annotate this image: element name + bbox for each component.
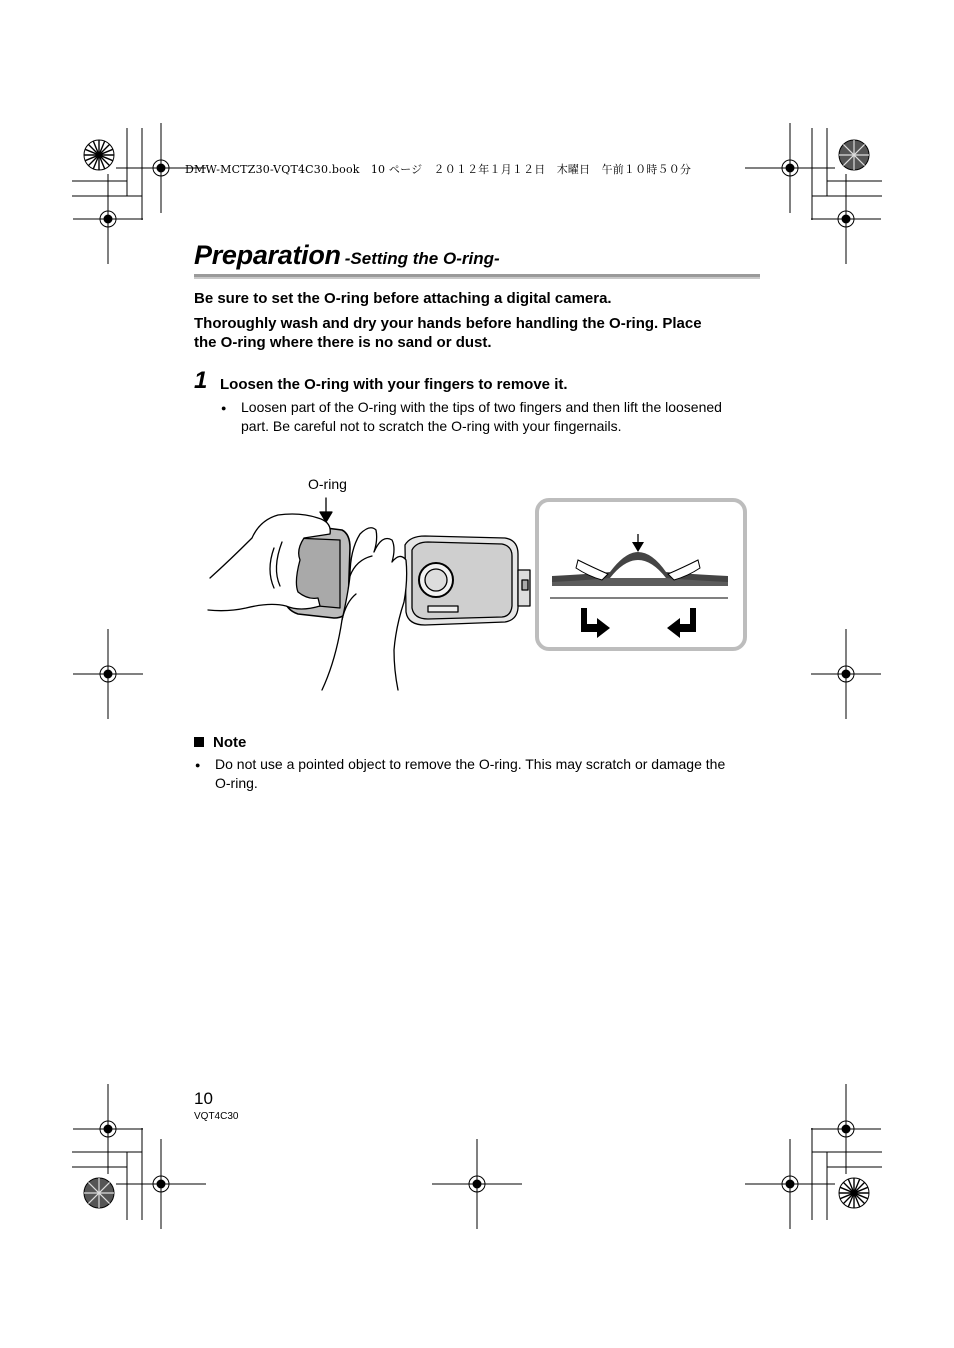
- intro-paragraph-1: Be sure to set the O-ring before attaching a digital camera.: [194, 290, 612, 307]
- step-bullet-line1: Loosen part of the O-ring with the tips of two fingers and then lift the loosened: [241, 399, 722, 415]
- title-rule: [194, 274, 760, 279]
- intro-paragraph-2-line2: the O-ring where there is no sand or dust.: [194, 334, 492, 351]
- step-number: 1: [194, 367, 208, 394]
- page-number: 10: [194, 1089, 213, 1108]
- title-main: Preparation: [194, 240, 341, 270]
- o-ring-label-left: O-ring: [308, 476, 347, 492]
- print-header: DMW-MCTZ30-VQT4C30.book 10 ページ ２０１２年１月１２日 木曜日 午前１０時５０分: [185, 163, 692, 176]
- o-ring-removal-illustration: [200, 490, 760, 695]
- note-line2: O-ring.: [215, 775, 258, 791]
- note-line1: Do not use a pointed object to remove the O-ring. This may scratch or damage the: [215, 756, 726, 772]
- note-square-icon: [194, 737, 204, 747]
- step-bullet-line2: part. Be careful not to scratch the O-ring with your fingernails.: [241, 418, 622, 434]
- intro-paragraph-2-line1: Thoroughly wash and dry your hands before handling the O-ring. Place: [194, 315, 702, 332]
- note-heading-text: Note: [213, 734, 247, 751]
- title-sub: -Setting the O-ring-: [344, 249, 500, 268]
- note-bullet: ●: [195, 760, 201, 770]
- page-title: [194, 240, 500, 271]
- bullet: ●: [221, 403, 227, 413]
- step-text: Loosen the O-ring with your fingers to remove it.: [220, 376, 568, 393]
- note-heading: [194, 734, 246, 751]
- document-code: VQT4C30: [194, 1111, 239, 1122]
